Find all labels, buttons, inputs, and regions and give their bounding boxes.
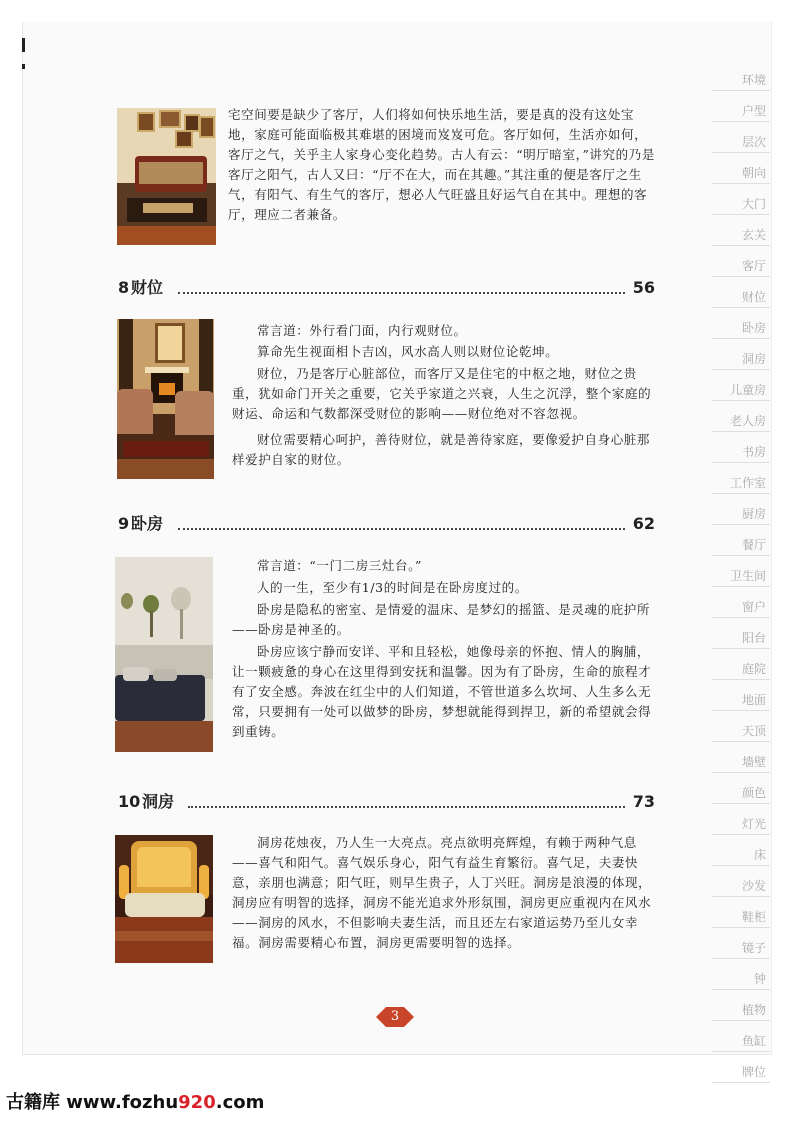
side-index-item[interactable] [712,835,770,866]
section-page-number: 73 [632,792,655,811]
footer-highlight: 920 [178,1092,216,1113]
fireplace-photo [117,319,214,479]
wedding-room-photo [115,835,213,963]
side-index-item[interactable] [712,742,770,773]
side-index-label: 沙发 [741,879,766,893]
side-index-item[interactable] [712,339,770,370]
side-index-label: 植物 [741,1003,766,1017]
section-title: 财位 [131,278,164,297]
side-index-label: 儿童房 [729,383,766,397]
scan-mark [22,64,25,69]
side-index-label: 客厅 [741,259,766,273]
side-index-label: 庭院 [741,662,766,676]
section-header-bedroom [118,513,655,535]
bedroom-paragraph-3: 卧房是隐私的密室、是情爱的温床、是梦幻的摇篮、是灵魂的庇护所——卧房是神圣的。 [232,602,651,637]
side-index-label: 户型 [741,104,766,118]
side-index-label: 地面 [741,693,766,707]
bedroom-paragraph-4: 卧房应该宁静而安详、平和且轻松，她像母亲的怀抱、情人的胸脯，让一颗疲惫的身心在这里得到安抚和温馨。因为有了卧房，生命的旅程才有了安全感。奔波在红尘中的人们知道，不管世道多么坎坷、人生多么无常，只要拥有一处可以做梦的卧房，梦想就能得到捍卫，新的希望就会得到重铸。 [232,644,652,739]
side-index-label: 厨房 [741,507,766,521]
side-index-item[interactable] [712,866,770,897]
section-header-wealth [118,277,655,299]
side-index-label: 窗户 [741,600,766,614]
side-index-label: 卧房 [741,321,766,335]
side-index-item[interactable] [712,122,770,153]
side-index-item[interactable] [712,215,770,246]
side-index-item[interactable] [712,91,770,122]
side-index-item[interactable] [712,463,770,494]
bedroom-paragraph-1: 常言道：“一门二房三灶台。” [257,558,422,573]
side-index-label: 鱼缸 [741,1034,766,1048]
leader-dots [188,806,625,808]
side-index-label: 镜子 [741,941,766,955]
side-index-item[interactable] [712,246,770,277]
side-index-label: 卫生间 [729,569,766,583]
side-index-item[interactable] [712,618,770,649]
side-index-label: 洞房 [741,352,766,366]
side-index-item[interactable] [712,556,770,587]
section-number: 10 [118,792,141,811]
side-index-label: 天顶 [741,724,766,738]
side-index-label: 牌位 [741,1065,766,1079]
section-title: 洞房 [142,792,175,811]
bedroom-paragraph-2: 人的一生，至少有1/3的时间是在卧房度过的。 [257,580,528,595]
page-number-badge [374,1005,416,1029]
side-index-label: 朝向 [741,166,766,180]
side-index-item[interactable] [712,401,770,432]
side-index-label: 工作室 [729,476,766,490]
side-index-item[interactable] [712,680,770,711]
section-page-number: 62 [632,514,655,533]
side-index-item[interactable] [712,1021,770,1052]
side-index-item[interactable] [712,711,770,742]
side-index-item[interactable] [712,990,770,1021]
side-index-item[interactable] [712,432,770,463]
footer-watermark [6,1088,264,1114]
side-index-label: 灯光 [741,817,766,831]
side-index-label: 财位 [741,290,766,304]
living-room-photo [117,108,216,245]
side-index-item[interactable] [712,897,770,928]
side-index-item[interactable] [712,649,770,680]
side-index-label: 环境 [741,73,766,87]
section-number: 8 [118,278,130,297]
section-page-number: 56 [632,278,655,297]
side-index-label: 餐厅 [741,538,766,552]
side-index-item[interactable] [712,1052,770,1083]
wealth-paragraph-1: 常言道：外行看门面，内行观财位。 [257,323,467,338]
page-number: 3 [390,1009,400,1024]
side-index-item[interactable] [712,308,770,339]
side-index-label: 颜色 [741,786,766,800]
section-header-bridal-room [118,791,655,813]
side-index-item[interactable] [712,959,770,990]
footer-suffix: .com [215,1092,265,1113]
scan-mark [22,38,25,52]
side-index-item[interactable] [712,773,770,804]
side-index-item[interactable] [712,60,770,91]
side-index-item[interactable] [712,277,770,308]
wealth-paragraph-4: 财位需要精心呵护，善待财位，就是善待家庭，要像爱护自身心脏那样爱护自家的财位。 [232,432,651,467]
side-index-label: 阳台 [741,631,766,645]
side-index-item[interactable] [712,370,770,401]
side-index-item[interactable] [712,153,770,184]
wealth-paragraph-3: 财位，乃是客厅心脏部位，而客厅又是住宅的中枢之地，财位之贵重，犹如命门开关之重要，它关乎家道之兴衰，人生之沉浮，整个家庭的财运、命运和气数都深受财位的影响——财位绝对不容忽视。 [232,366,652,421]
bedroom-photo [115,557,213,752]
side-index-label: 床 [753,848,766,862]
leader-dots [178,292,625,294]
side-index-label: 大门 [741,197,766,211]
side-index-item[interactable] [712,184,770,215]
side-index-item[interactable] [712,525,770,556]
side-index-label: 书房 [741,445,766,459]
section-number: 9 [118,514,130,533]
side-index-label: 钟 [753,972,766,986]
side-index-label: 老人房 [729,414,766,428]
intro-paragraph: 宅空间要是缺少了客厅，人们将如何快乐地生活，要是真的没有这处宝地，家庭可能面临极其难堪的困境而岌岌可危。客厅如何，生活亦如何，客厅之气，关乎主人家身心变化趋势。古人有云：“明厅暗室，”讲究的乃是客厅之阳气，古人又曰：“厅不在大，而在其趣。”其注重的便是客厅之生气，有阳气、有生气的客厅，想必人气旺盛且好运气自在其中。理想的客厅，理应二者兼备。 [228,107,655,222]
side-index-label: 墙壁 [741,755,766,769]
side-index-item[interactable] [712,494,770,525]
side-index-item[interactable] [712,587,770,618]
wealth-paragraph-2: 算命先生视面相卜吉凶，风水高人则以财位论乾坤。 [257,344,559,359]
section-title: 卧房 [131,514,164,533]
side-index-label: 鞋柜 [741,910,766,924]
side-index-item[interactable] [712,804,770,835]
footer-prefix: 古籍库 www.fozhu [6,1092,179,1113]
side-index [712,60,770,1083]
side-index-label: 层次 [741,135,766,149]
side-index-label: 玄关 [741,228,766,242]
bridal-room-paragraph: 洞房花烛夜，乃人生一大亮点。亮点欲明亮辉煌，有赖于两种气息——喜气和阳气。喜气娱乐身心，阳气有益生育繁衍。喜气足，夫妻快意，亲朋也满意；阳气旺，则早生贵子，人丁兴旺。洞房是浪漫的体现，洞房应有明智的选择，洞房不能光追求外形氛围，洞房更应重视内在风水——洞房的风水，不但影响夫妻生活，而且还左右家道运势乃至儿女幸福。洞房需要精心布置，洞房更需要明智的选择。 [232,835,652,950]
side-index-item[interactable] [712,928,770,959]
leader-dots [178,528,625,530]
